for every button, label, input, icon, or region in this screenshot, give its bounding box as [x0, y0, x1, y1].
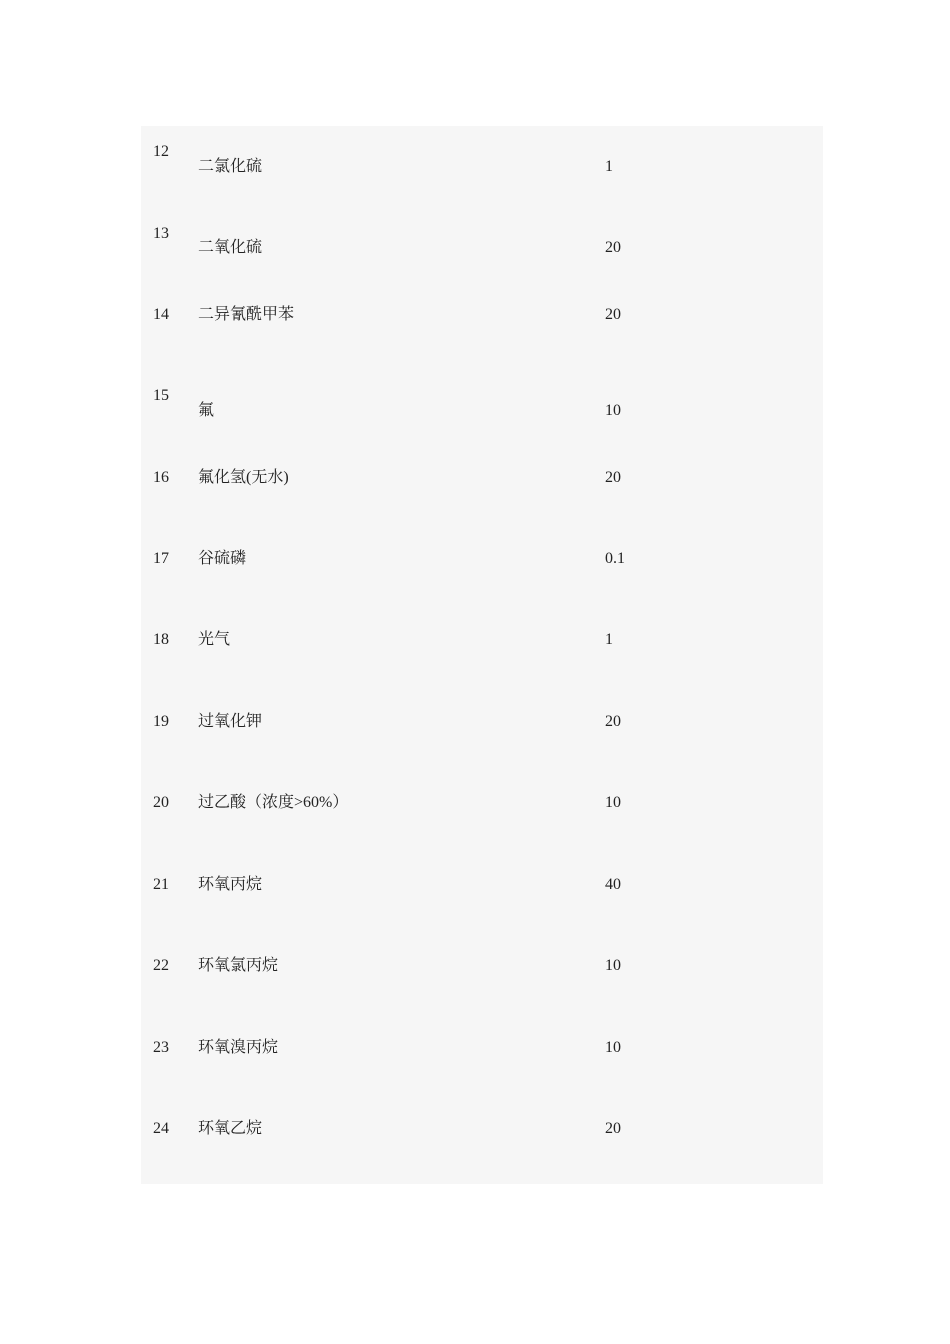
- chemical-name: 环氧氯丙烷: [198, 957, 279, 974]
- chemical-name: 氟化氢(无水): [198, 469, 289, 486]
- row-number: 15: [153, 387, 169, 404]
- row-number: 19: [153, 713, 169, 730]
- row-number: 23: [153, 1039, 169, 1056]
- row-number: 21: [153, 876, 169, 893]
- chemical-name: 二氧化硫: [198, 239, 263, 256]
- row-number: 13: [153, 225, 169, 242]
- chemical-name: 环氧丙烷: [198, 876, 263, 893]
- chemical-name: 过乙酸（浓度>60%）: [198, 794, 349, 811]
- threshold-quantity: 10: [605, 957, 621, 974]
- chemical-name: 环氧溴丙烷: [198, 1039, 279, 1056]
- threshold-quantity: 20: [605, 239, 621, 256]
- chemical-name: 环氧乙烷: [198, 1120, 263, 1137]
- chemical-name: 谷硫磷: [198, 550, 247, 567]
- row-number: 17: [153, 550, 169, 567]
- threshold-quantity: 1: [605, 631, 613, 648]
- chemical-table: [141, 126, 823, 1184]
- threshold-quantity: 0.1: [605, 550, 625, 567]
- threshold-quantity: 20: [605, 469, 621, 486]
- row-number: 18: [153, 631, 169, 648]
- threshold-quantity: 40: [605, 876, 621, 893]
- threshold-quantity: 10: [605, 1039, 621, 1056]
- threshold-quantity: 20: [605, 1120, 621, 1137]
- row-number: 22: [153, 957, 169, 974]
- threshold-quantity: 10: [605, 402, 621, 419]
- chemical-name: 光气: [198, 631, 231, 648]
- threshold-quantity: 10: [605, 794, 621, 811]
- row-number: 14: [153, 306, 169, 323]
- row-number: 24: [153, 1120, 169, 1137]
- threshold-quantity: 20: [605, 713, 621, 730]
- chemical-name: 过氧化钾: [198, 713, 263, 730]
- row-number: 20: [153, 794, 169, 811]
- chemical-name: 二异氰酰甲苯: [198, 306, 295, 323]
- threshold-quantity: 20: [605, 306, 621, 323]
- threshold-quantity: 1: [605, 158, 613, 175]
- chemical-name: 氟: [198, 402, 215, 419]
- row-number: 12: [153, 143, 169, 160]
- chemical-name: 二氯化硫: [198, 158, 263, 175]
- row-number: 16: [153, 469, 169, 486]
